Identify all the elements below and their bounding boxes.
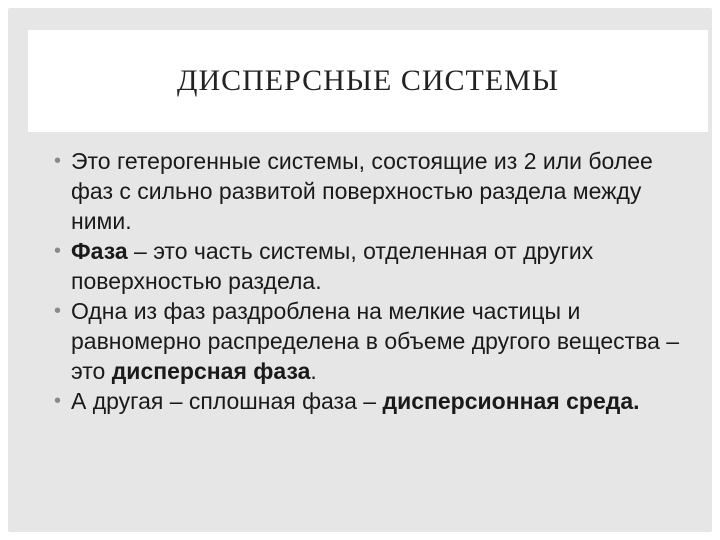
bullet-item — [54, 296, 694, 386]
bullet-text: Это гетерогенные системы, состоящие из 2 или более фаз с сильно развитой поверхностью раздела между ними. — [71, 148, 653, 234]
bullet-text: – это часть системы, отделенная от других поверхностью раздела. — [71, 238, 594, 294]
bullet-text-end: . — [310, 358, 317, 384]
slide-title: ДИСПЕРСНЫЕ СИСТЕМЫ — [176, 64, 559, 97]
bullet-dot: • — [54, 240, 62, 262]
bullet-bold-term: Фаза — [71, 238, 128, 264]
bullet-item — [54, 236, 694, 296]
bullet-dot: • — [54, 300, 62, 322]
bullet-item — [54, 146, 694, 236]
bullet-bold-term: дисперсионная среда. — [382, 388, 640, 414]
title-box — [28, 30, 708, 132]
bullet-text: Одна из фаз раздроблена на мелкие частицы и равномерно распределена в объеме другого вещества – это — [71, 298, 680, 384]
bullet-text: А другая – сплошная фаза – — [71, 388, 383, 414]
bullet-dot: • — [54, 390, 62, 412]
bullet-bold-term: дисперсная фаза — [111, 358, 311, 384]
bullet-list — [54, 146, 694, 416]
bullet-item — [54, 386, 694, 416]
bullet-dot: • — [54, 150, 62, 172]
